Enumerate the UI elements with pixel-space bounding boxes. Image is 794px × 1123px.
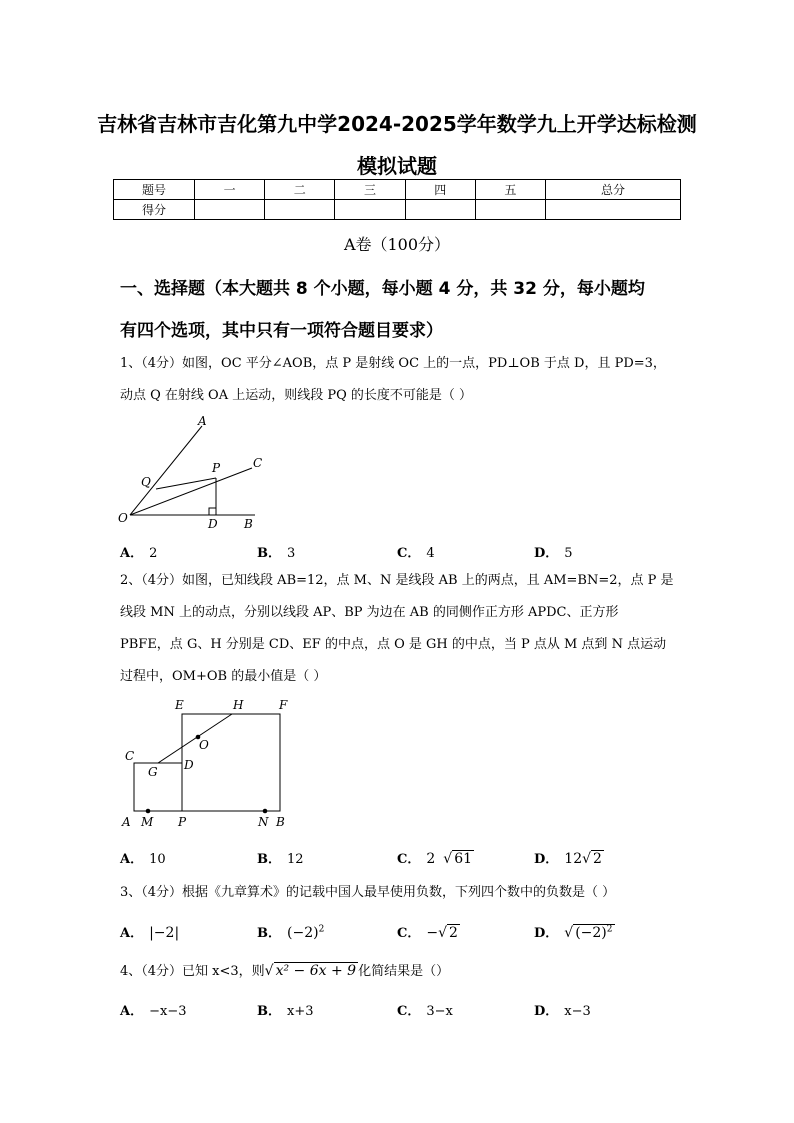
question-2-line2: 线段 MN 上的动点，分别以线段 AP、BP 为边在 AB 的同侧作正方形 APDC、正方形 <box>120 605 619 620</box>
segment-qp <box>156 478 216 489</box>
label-o: O <box>118 511 128 525</box>
score-header-cell: 二 <box>265 180 335 200</box>
score-input-cell[interactable] <box>265 200 335 220</box>
square-apdc <box>134 763 182 811</box>
q4-option-a[interactable]: A． −x−3 <box>120 1004 187 1019</box>
q1-option-a[interactable]: A． 2 <box>120 546 158 561</box>
label-o: O <box>199 738 209 752</box>
question-1-line1: 1、（4分）如图，OC 平分∠AOB，点 P 是射线 OC 上的一点，PD⊥OB 于点 D，且 PD=3， <box>120 356 666 371</box>
label-c: C <box>125 749 135 763</box>
exam-title-line1: 吉林省吉林市吉化第九中学2024-2025学年数学九上开学达标检测 <box>97 112 697 136</box>
label-g: G <box>148 765 158 779</box>
exam-title-line2: 模拟试题 <box>357 154 437 178</box>
q1-option-b[interactable]: B． 3 <box>257 546 296 561</box>
square-pbfe <box>182 714 280 811</box>
label-b: B <box>276 815 285 829</box>
q4-option-d[interactable]: D． x−3 <box>534 1004 591 1019</box>
score-header-cell: 四 <box>405 180 475 200</box>
question-4-text: 4、（4分）已知 x<3，则√ x² − 6x + 9 化简结果是（） <box>120 963 450 979</box>
score-table-header-row <box>114 180 681 200</box>
point-m <box>146 809 151 814</box>
question-1-text <box>120 348 680 412</box>
score-row-label: 得分 <box>114 200 195 220</box>
question-3-line1: 3、（4分）根据《九章算术》的记载中国人最早使用负数，下列四个数中的负数是（ ） <box>120 885 616 900</box>
label-a: A <box>198 414 207 428</box>
q2-option-a[interactable]: A． 10 <box>120 852 166 867</box>
score-header-cell: 五 <box>475 180 545 200</box>
label-n: N <box>258 815 269 829</box>
q3-option-d[interactable]: D． √ $(-2)^2$ <box>534 924 613 941</box>
question-2-text <box>120 565 680 693</box>
q2-option-c[interactable]: C． 2 √ 61 <box>397 851 473 867</box>
score-table <box>113 179 681 220</box>
score-input-cell[interactable] <box>195 200 265 220</box>
score-header-cell: 题号 <box>114 180 195 200</box>
right-angle-mark <box>209 508 216 515</box>
q3-option-a[interactable]: A． |−2| <box>120 925 180 941</box>
q4-option-c[interactable]: C． 3−x <box>397 1004 453 1019</box>
question-2-options <box>120 848 680 874</box>
question-3-text <box>120 877 680 909</box>
q3-option-c[interactable]: C． −√ 2 <box>397 925 458 941</box>
score-input-cell[interactable] <box>475 200 545 220</box>
score-input-cell[interactable] <box>335 200 405 220</box>
label-d: D <box>208 517 218 531</box>
q1-option-d[interactable]: D． 5 <box>534 546 573 561</box>
label-f: F <box>279 698 288 712</box>
score-input-cell[interactable] <box>405 200 475 220</box>
section-heading-line2: 有四个选项，其中只有一项符合题目要求） <box>120 321 443 341</box>
q2-option-d[interactable]: D． 12√ 2 <box>534 851 602 867</box>
question-1-figure <box>112 412 272 534</box>
paper-subtitle: A卷（100分） <box>343 235 451 254</box>
question-2-figure <box>114 694 294 834</box>
q1-option-c[interactable]: C． 4 <box>397 546 435 561</box>
section-heading-line1: 一、选择题（本大题共 8 个小题，每小题 4 分，共 32 分，每小题均 <box>120 279 645 299</box>
question-2-line3: PBFE，点 G、H 分别是 CD、EF 的中点，点 O 是 GH 的中点，当 P 点从 M 点到 N 点运动 <box>120 637 667 652</box>
label-m: M <box>141 815 154 829</box>
q3-option-b[interactable]: B． $(-2)^2$ <box>257 924 325 941</box>
label-b: B <box>244 517 253 531</box>
label-p: P <box>212 461 221 475</box>
label-p: P <box>178 815 187 829</box>
q2-option-b[interactable]: B． 12 <box>257 852 304 867</box>
label-c: C <box>253 456 263 470</box>
label-d: D <box>184 758 194 772</box>
score-header-cell: 一 <box>195 180 265 200</box>
label-q: Q <box>141 475 151 489</box>
question-3-options <box>120 922 680 948</box>
point-n <box>263 809 268 814</box>
segment-gh <box>158 714 232 763</box>
score-table-score-row <box>114 200 681 220</box>
label-h: H <box>233 698 244 712</box>
q4-option-b[interactable]: B． x+3 <box>257 1004 314 1019</box>
question-4-options <box>120 1000 680 1026</box>
score-header-cell: 总分 <box>546 180 681 200</box>
question-1-line2: 动点 Q 在射线 OA 上运动，则线段 PQ 的长度不可能是（ ） <box>120 388 473 403</box>
score-input-cell[interactable] <box>546 200 681 220</box>
label-a: A <box>122 815 131 829</box>
score-header-cell: 三 <box>335 180 405 200</box>
question-2-line4: 过程中，OM+OB 的最小值是（ ） <box>120 669 327 684</box>
label-e: E <box>175 698 184 712</box>
question-2-line1: 2、（4分）如图，已知线段 AB=12，点 M、N 是线段 AB 上的两点，且 AM=BN=2，点 P 是 <box>120 573 674 588</box>
